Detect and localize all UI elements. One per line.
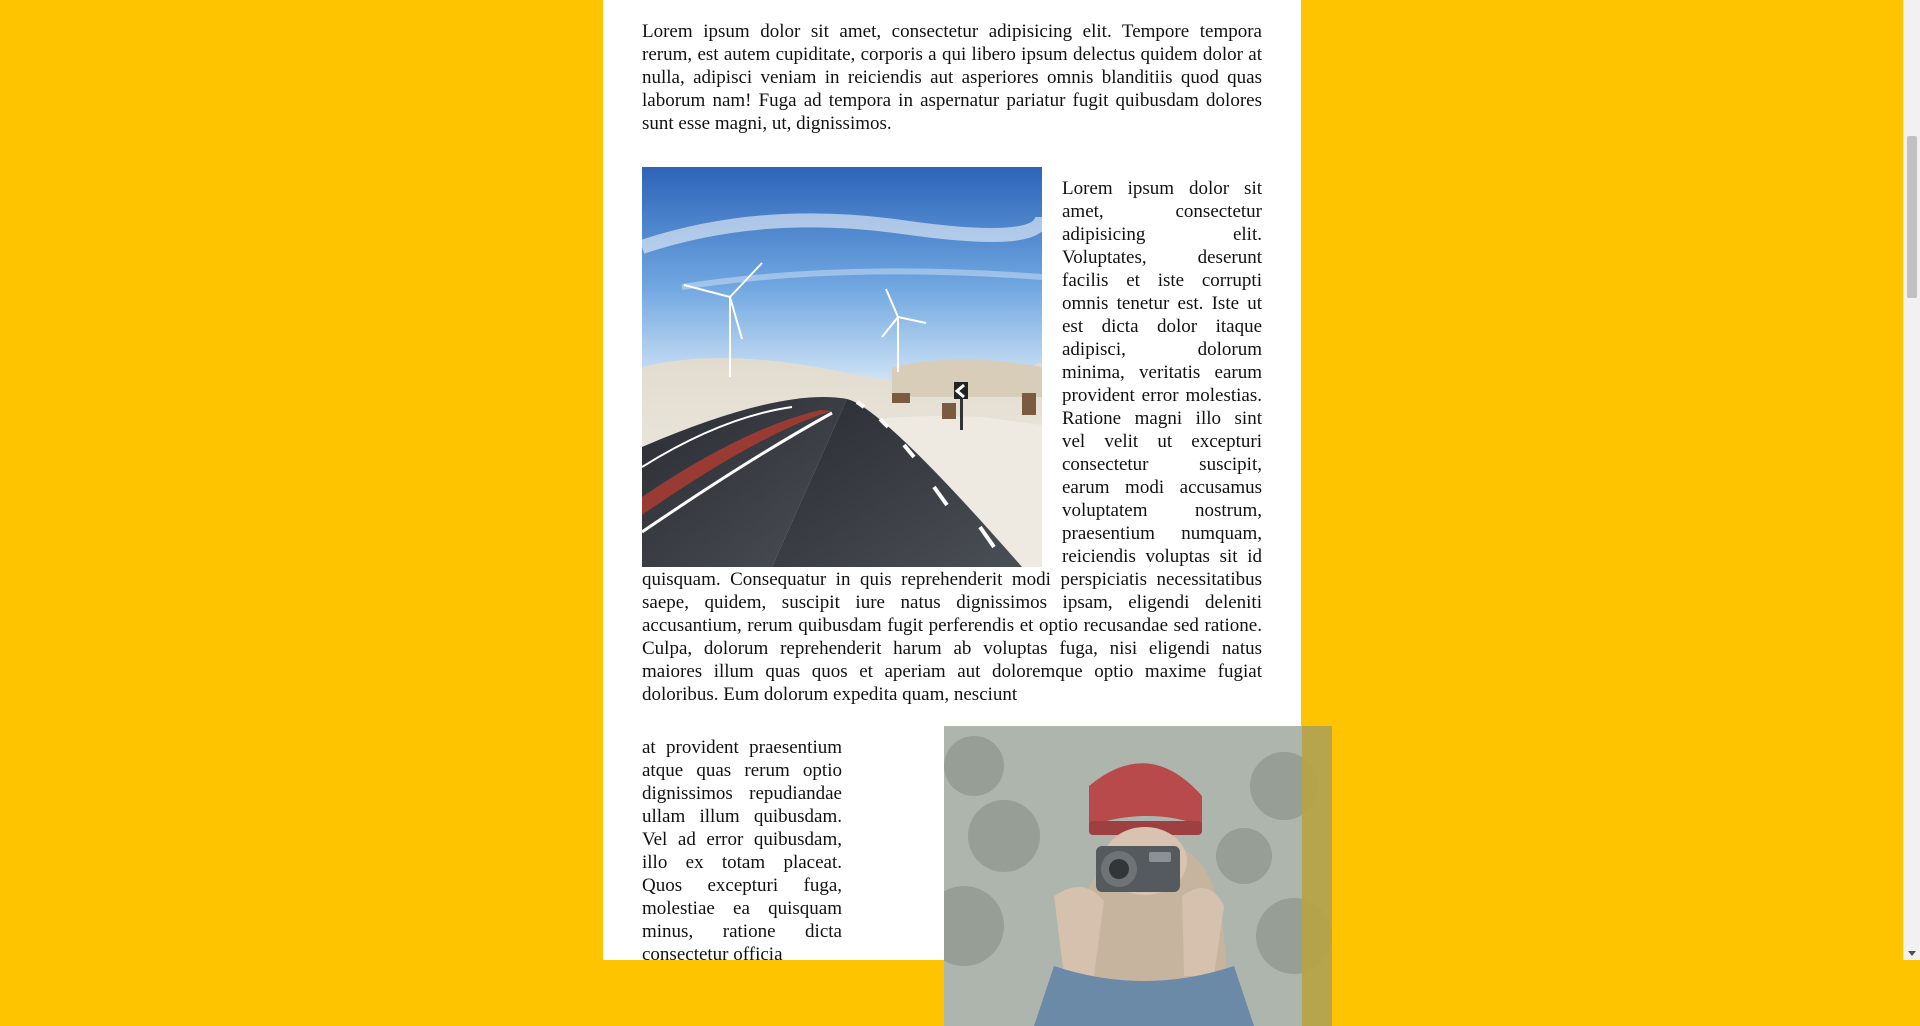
road-photo-svg (642, 167, 1042, 567)
wrap-paragraph: Lorem ipsum dolor sit amet, consectetur adipisicing elit. Voluptates, deserunt facilis et iste corrupti omnis tenetur est. Iste ut est dicta dolor itaque adipisci, dolorum minima, veritatis earum provident error molestias. Ratione magni illo sint vel velit ut excepturi consectetur suscipit, earum modi accusamus voluptatem nostrum, praesentium numquam, reiciendis voluptas sit id quisquam. Consequatur in quis reprehenderit modi perspiciatis necessitatibus saepe, quidem, suscipit iure natus dignissimos ipsam, eligendi deleniti accusantium, rerum quibusdam fugit perferendis et optio recusandae sed ratione. Culpa, dolorum reprehenderit harum ab voluptas fuga, nisi eligendi natus maiores illum quas quos et aperiam aut doloremque optio maxime fugiat doloribus. Eum dolorum expedita quam, nesciunt (642, 178, 1262, 705)
intro-paragraph: Lorem ipsum dolor sit amet, consectetur adipisicing elit. Tempore tempora rerum, est autem cupiditate, corporis a qui libero ipsum delectus quidem dolor at nulla, adipisci veniam in reiciendis aut asperiores omnis blanditiis quod quas laborum nam! Fuga ad tempora in aspernatur pariatur fugit quibusdam dolores sunt esse magni, ut, dignissimos. (642, 21, 1262, 134)
article-content (642, 0, 1262, 986)
second-section (642, 726, 1262, 986)
woman-with-camera-photo (944, 726, 1332, 1026)
scroll-down-arrow-icon[interactable] (1908, 951, 1916, 956)
road-wind-turbines-photo (642, 167, 1042, 567)
scrollbar-thumb[interactable] (1907, 136, 1917, 298)
page-container (603, 0, 1301, 965)
narrow-paragraph: at provident praesentium atque quas rerum optio dignissimos repudiandae ullam illum quibusdam. Vel ad error quibusdam, illo ex totam placeat. Quos excepturi fuga, molestiae ea quisquam minus, ratione dicta consectetur officia (642, 737, 842, 965)
vertical-scrollbar[interactable] (1903, 0, 1920, 960)
camera-photo-svg (944, 726, 1332, 1026)
